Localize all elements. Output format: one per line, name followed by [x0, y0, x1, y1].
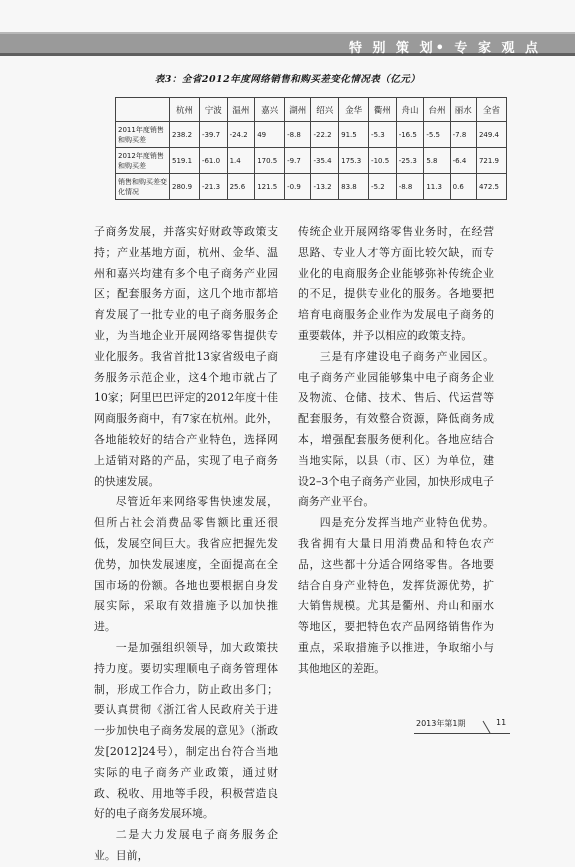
column-header: 金华 [339, 98, 369, 122]
sales-table [115, 97, 507, 200]
table-cell: 25.6 [227, 174, 255, 200]
table-cell: -9.7 [285, 148, 311, 174]
column-header: 丽水 [450, 98, 476, 122]
table-cell: 519.1 [170, 148, 200, 174]
table-cell: -21.3 [199, 174, 227, 200]
table-cell: -13.2 [311, 174, 339, 200]
table-header-row [116, 98, 507, 122]
table-cell: 83.8 [339, 174, 369, 200]
issue-label: 2013年第1期 [416, 719, 466, 728]
table-corner-cell [116, 98, 170, 122]
column-header: 宁波 [199, 98, 227, 122]
footer-notch [483, 721, 491, 734]
table-cell: 175.3 [339, 148, 369, 174]
table-cell: -16.5 [396, 122, 424, 148]
table-cell: -5.5 [424, 122, 450, 148]
table-cell: 49 [255, 122, 285, 148]
paragraph: 四是充分发挥当地产业特色优势。我省拥有大量日用消费品和特色农产品，这些都十分适合网络零售。各地要结合自身产业特色，发挥货源优势，扩大销售规模。尤其是衢州、舟山和丽水等地区，要把特色农产品网络销售作为重点，采取措施予以推进，争取缩小与其他地区的差距。 [298, 516, 494, 675]
table-cell: -8.8 [285, 122, 311, 148]
column-header: 温州 [227, 98, 255, 122]
column-header: 舟山 [396, 98, 424, 122]
paragraph: 一是加强组织领导，加大政策扶持力度。要切实理顺电子商务管理体制，形成工作合力，防止政出多门；要认真贯彻《浙江省人民政府关于进一步加快电子商务发展的意见》（浙政发[2012]24号），制定出台符合当地实际的电子商务产业政策，通过财政、税收、用地等手段，积极营造良好的电子商务发展环境。 [94, 640, 278, 821]
table-cell: -22.2 [311, 122, 339, 148]
column-header: 杭州 [170, 98, 200, 122]
row-label: 销售和购买差变化情况 [116, 174, 170, 200]
row-label: 2012年度销售和购买差 [116, 148, 170, 174]
table-cell: -0.9 [285, 174, 311, 200]
table-cell: -8.8 [396, 174, 424, 200]
paragraph: 二是大力发展电子商务服务企业。目前， [94, 828, 278, 862]
table-cell: 91.5 [339, 122, 369, 148]
paragraph: 尽管近年来网络零售快速发展，但所占社会消费品零售额比重还很低，发展空间巨大。我省应把握先发优势，加快发展速度，全面提高在全国市场的份额。各地也要根据自身发展实际，采取有效措施予以加快推进。 [94, 495, 278, 634]
table-cell: -6.4 [450, 148, 476, 174]
table-cell: 121.5 [255, 174, 285, 200]
table-cell: 1.4 [227, 148, 255, 174]
table-cell: 238.2 [170, 122, 200, 148]
column-header: 衢州 [369, 98, 397, 122]
column-header: 湖州 [285, 98, 311, 122]
table-cell: -24.2 [227, 122, 255, 148]
table-row [116, 174, 507, 200]
table-cell: -39.7 [199, 122, 227, 148]
table-cell: -7.8 [450, 122, 476, 148]
paragraph: 子商务发展，并落实好财政等政策支持；产业基地方面，杭州、金华、温州和嘉兴均建有多个电子商务产业园区；配套服务方面，这几个地市都培育发展了一批专业的电子商务服务企业，为当地企业开展网络零售提供专业化服务。我省首批13家省级电子商务服务示范企业，这4个地市就占了10家；阿里巴巴评定的2012年度十佳网商服务商中，有7家在杭州。此外，各地能较好的结合产业特色，选择网上适销对路的产品，实现了电子商务的快速发展。 [94, 225, 278, 488]
table-cell: 11.3 [424, 174, 450, 200]
column-header: 台州 [424, 98, 450, 122]
section-header-bar [0, 32, 575, 56]
row-label: 2011年度销售和购买差 [116, 122, 170, 148]
column-header: 嘉兴 [255, 98, 285, 122]
table-cell: 0.6 [450, 174, 476, 200]
table-cell: 249.4 [476, 122, 506, 148]
paragraph: 三是有序建设电子商务产业园区。电子商务产业园能够集中电子商务企业及物流、仓储、技术、售后、代运营等配套服务，有效整合资源，降低商务成本，增强配套服务便利化。各地应结合当地实际，以县（市、区）为单位，建设2–3个电子商务产业园，加快形成电子商务产业平台。 [298, 349, 494, 509]
table-cell: -5.2 [369, 174, 397, 200]
table-cell: -35.4 [311, 148, 339, 174]
section-title: 特 别 策 划• 专 家 观 点 [349, 41, 541, 56]
table-cell: 721.9 [476, 148, 506, 174]
table-cell: -10.5 [369, 148, 397, 174]
body-column-right [298, 222, 494, 680]
table-row [116, 122, 507, 148]
table-row [116, 148, 507, 174]
table-cell: -61.0 [199, 148, 227, 174]
table-cell: 5.8 [424, 148, 450, 174]
page-number: 11 [496, 718, 507, 727]
table-cell: -25.3 [396, 148, 424, 174]
column-header: 绍兴 [311, 98, 339, 122]
table-cell: 280.9 [170, 174, 200, 200]
body-column-left [94, 222, 278, 867]
table-cell: 472.5 [476, 174, 506, 200]
column-header: 全省 [476, 98, 506, 122]
page-footer [414, 716, 510, 734]
table-cell: 170.5 [255, 148, 285, 174]
table-cell: -5.3 [369, 122, 397, 148]
table-caption: 表3：全省2012年度网络销售和购买差变化情况表（亿元） [154, 74, 421, 85]
paragraph: 传统企业开展网络零售业务时，在经营思路、专业人才等方面比较欠缺，而专业化的电商服务企业能够弥补传统企业的不足，提供专业化的服务。各地要把培育电商服务企业作为发展电子商务的重要载体，并予以相应的政策支持。 [298, 225, 494, 342]
